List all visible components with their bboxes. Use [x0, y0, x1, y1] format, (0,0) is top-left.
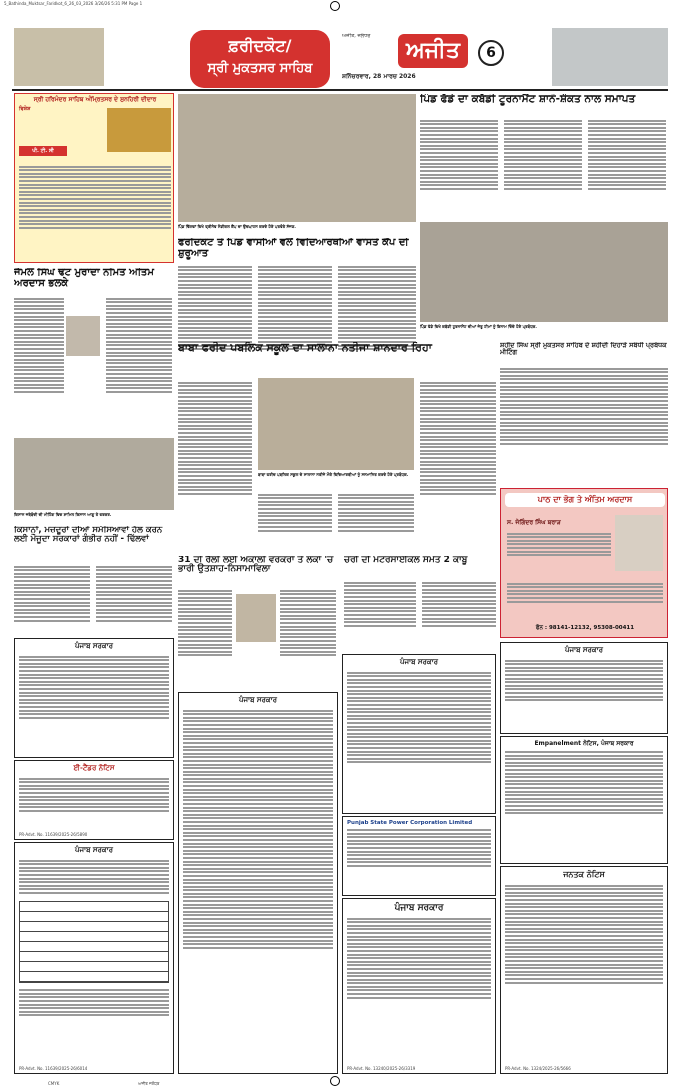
masthead-left-photo — [14, 28, 104, 86]
ad-govt-middle-title: ਪੰਜਾਬ ਸਰਕਾਰ — [238, 696, 277, 704]
akali-portrait — [236, 594, 276, 642]
ad-harmandir-photo — [107, 108, 171, 152]
kabaddi-story — [420, 118, 668, 218]
ad-pspcl-title: Punjab State Power Corporation Limited — [347, 820, 473, 826]
school-headline: ਬਾਬਾ ਫਰੀਦ ਪਬਲਿਕ ਸਕੂਲ ਦਾ ਸਾਲਾਨਾ ਨਤੀਜਾ ਸ਼ਾਨਦਾਰ ਰਿਹਾ — [178, 342, 432, 354]
ad-bhog-portrait — [615, 515, 663, 571]
school-story-left — [178, 380, 252, 550]
ad-punjab-sarkar-3-pr: PR-Advt. No. 13240/2025-26/3319 — [347, 1066, 416, 1071]
ad-bhog — [500, 488, 668, 638]
ad-bhog-title: ਪਾਠ ਦਾ ਭੋਗ ਤੇ ਅੰਤਿਮ ਅਰਦਾਸ — [505, 493, 665, 507]
farmers-caption: ਕਿਸਾਨ ਜਥੇਬੰਦੀ ਦੀ ਮੀਟਿੰਗ ਵਿਚ ਸ਼ਾਮਿਲ ਕਿਸਾਨ ਆਗੂ ਤੇ ਵਰਕਰ. — [14, 512, 112, 517]
masthead-right-photo — [552, 28, 668, 86]
akali-story — [178, 588, 338, 688]
ad-public-health-title: ਪੰਜਾਬ ਸਰਕਾਰ — [399, 658, 438, 666]
jaimal-story — [14, 296, 174, 434]
jaimal-headline: ਜੈਮਲ ਸਿੰਘ ਢੋਟ ਮੁਰਾਦਾ ਨਮਿਤ ਅੰਤਿਮ ਅਰਦਾਸ ਭਲਕੇ — [14, 268, 154, 289]
kabaddi-headline: ਪਿੰਡ ਫੱਡੇ ਦਾ ਕਬੱਡੀ ਟੂਰਨਾਮੈਂਟ ਸ਼ਾਨੋ-ਸ਼ੌਕਤ ਨਾਲ ਸਮਾਪਤ — [420, 94, 636, 105]
print-meta-top: 5_Bathinda_Muktsar_Faridkot_6_26_03_2026 3/26/26 5:31 PM Page 1 — [4, 1, 143, 6]
school-story-mid — [258, 492, 414, 550]
mukta-story — [500, 366, 668, 486]
village-story — [178, 264, 416, 384]
masthead-date: ਸ਼ਨਿੱਚਰਵਾਰ, 28 ਮਾਰਚ 2026 — [342, 73, 416, 80]
registration-mark-bottom — [330, 1076, 340, 1086]
ad-punjab-sarkar-1 — [14, 638, 174, 758]
school-caption: ਬਾਬਾ ਫਰੀਦ ਪਬਲਿਕ ਸਕੂਲ ਦੇ ਸਾਲਾਨਾ ਨਤੀਜੇ ਮੌਕੇ ਵਿਦਿਆਰਥੀਆਂ ਨੂੰ ਸਨਮਾਨਿਤ ਕਰਦੇ ਹੋਏ ਪ੍ਰਬੰਧਕ. — [258, 472, 409, 477]
ad-punjab-sarkar-3 — [342, 898, 496, 1074]
paper-prefix: ਅਜੀਤ, ਜਲੰਧਰ — [342, 33, 371, 39]
paper-name: ਅਜੀਤ — [406, 37, 460, 63]
school-story-right — [420, 380, 496, 550]
ad-right-1 — [500, 642, 668, 734]
registration-mark-top — [330, 1, 340, 11]
ad-tender-pr: PR-Advt. No. 11639/2025-26/5890 — [19, 832, 88, 837]
kabaddi-caption: ਪਿੰਡ ਫੱਡੇ ਵਿਖੇ ਕਬੱਡੀ ਟੂਰਨਾਮੈਂਟ ਦੀਆਂ ਜੇਤੂ ਟੀਮਾਂ ਨੂੰ ਇਨਾਮ ਦਿੰਦੇ ਹੋਏ ਪ੍ਰਬੰਧਕ. — [420, 324, 537, 329]
ad-right-1-title: ਪੰਜਾਬ ਸਰਕਾਰ — [564, 646, 603, 654]
mukta-headline: ਸ਼ਹੀਦ ਸਿੰਘ ਸ੍ਰੀ ਮੁਕਤਸਰ ਸਾਹਿਬ ਦੇ ਸ਼ਹੀਦੀ ਦਿਹਾੜੇ ਸਬੰਧੀ ਪ੍ਰਬੰਧਕ ਮੀਟਿੰਗ — [500, 342, 667, 356]
ad-pspcl — [342, 816, 496, 896]
ad-tender-title: ਈ-ਟੈਂਡਰ ਨੋਟਿਸ — [73, 764, 115, 772]
section-title-2: ਸ੍ਰੀ ਮੁਕਤਸਰ ਸਾਹਿਬ — [207, 61, 313, 76]
ad-harmandir — [14, 93, 174, 263]
print-meta-bottom-left: CMYK — [48, 1081, 60, 1086]
page-number-badge — [478, 40, 504, 66]
theft-headline: ਚੋਰੀ ਦੀ ਮੋਟਰਸਾਈਕਲ ਸਮੇਤ 2 ਕਾਬੂ — [344, 556, 468, 565]
ad-public-notice-title: ਜਨਤਕ ਨੋਟਿਸ — [563, 870, 605, 879]
print-meta-bottom-center: ਅਜੀਤ ਜਲੰਧਰ — [138, 1081, 160, 1086]
ad-punjab-sarkar-2-title: ਪੰਜਾਬ ਸਰਕਾਰ — [74, 846, 113, 854]
school-photo — [258, 378, 414, 470]
ad-table — [19, 901, 169, 983]
pharmacy-caption: ਪਿੰਡ ਢਿੱਲਵਾਂ ਵਿਖੇ ਫ੍ਰੀਨੇਵ ਮੈਡੀਕਲ ਕੈਂਪ ਦਾ ਉਦਘਾਟਨ ਕਰਦੇ ਹੋਏ ਪਤਵੰਤੇ ਸੱਜਣ. — [178, 224, 296, 229]
ad-public-notice — [500, 866, 668, 1074]
masthead-section-block — [190, 30, 330, 88]
ad-govt-middle — [178, 692, 338, 1074]
farmers-story — [14, 564, 174, 630]
ad-empanelment-title: Empanelment ਨੋਟਿਸ, ਪੰਜਾਬ ਸਰਕਾਰ — [534, 740, 634, 747]
pharmacy-photo — [178, 94, 416, 222]
ad-harmandir-tag: ਵਿਸ਼ੇਸ਼ — [19, 106, 31, 112]
ad-public-notice-pr: PR-Advt. No. 1324/2025-26/5666 — [505, 1066, 571, 1071]
page-number: 6 — [486, 45, 496, 61]
kabaddi-photo — [420, 222, 668, 322]
ad-harmandir-title: ਸ੍ਰੀ ਹਰਿਮੰਦਰ ਸਾਹਿਬ ਅੰਮ੍ਰਿਤਸਰ ਦੇ ਸੁਨਹਿਰੀ ਦੀਦਾਰ — [33, 96, 157, 103]
farmers-photo — [14, 438, 174, 510]
ad-bhog-phone: ਫੋਨ : 98141-12132, 95308-00411 — [535, 625, 635, 631]
farmers-headline: ਕਿਸਾਨਾਂ, ਮਜ਼ਦੂਰਾਂ ਦੀਆਂ ਸਮੱਸਿਆਵਾਂ ਹੱਲ ਕਰਨ ਲਈ ਮੌਜੂਦਾ ਸਰਕਾਰਾਂ ਗੰਭੀਰ ਨਹੀਂ - ਢਿੱਲਵਾਂ — [14, 526, 163, 544]
village-headline: ਫਰੀਦਕੋਟ ਤੇ ਪਿੰਡ ਵਾਸੀਆਂ ਵਲੋਂ ਵਿਦਿਆਰਥੀਆਂ ਵਾਸਤੇ ਕੈਂਪ ਦੀ ਸ਼ੁਰੂਆਤ — [178, 238, 409, 259]
akali-headline: 31 ਦੀ ਰੈਲੀ ਲਈ ਅਕਾਲੀ ਵਰਕਰਾਂ ਤੇ ਲੋਕਾਂ 'ਚ ਭਾਰੀ ਉਤਸ਼ਾਹ-ਨਿਸਾਮਾਵਿਲਾ — [178, 556, 334, 575]
theft-story — [344, 580, 496, 650]
ad-tender — [14, 760, 174, 840]
ad-public-health — [342, 654, 496, 814]
jaimal-portrait — [66, 316, 100, 356]
ad-punjab-sarkar-2-pr: PR-Advt. No. 11639/2025-26/6014 — [19, 1066, 88, 1071]
section-title-1: ਫ਼ਰੀਦਕੋਟ/ — [228, 36, 292, 55]
ad-empanelment — [500, 736, 668, 864]
ad-punjab-sarkar-1-title: ਪੰਜਾਬ ਸਰਕਾਰ — [74, 642, 113, 650]
ad-harmandir-badge: ਪੀ. ਟੀ. ਸੀ — [19, 146, 67, 156]
masthead-rule — [12, 89, 668, 91]
ad-punjab-sarkar-2 — [14, 842, 174, 1074]
ad-punjab-sarkar-3-title: ਪੰਜਾਬ ਸਰਕਾਰ — [394, 903, 444, 913]
ad-bhog-name: ਸ. ਜੋਗਿੰਦਰ ਸਿੰਘ ਬਰਾੜ — [507, 519, 561, 526]
paper-name-logo — [398, 34, 468, 68]
